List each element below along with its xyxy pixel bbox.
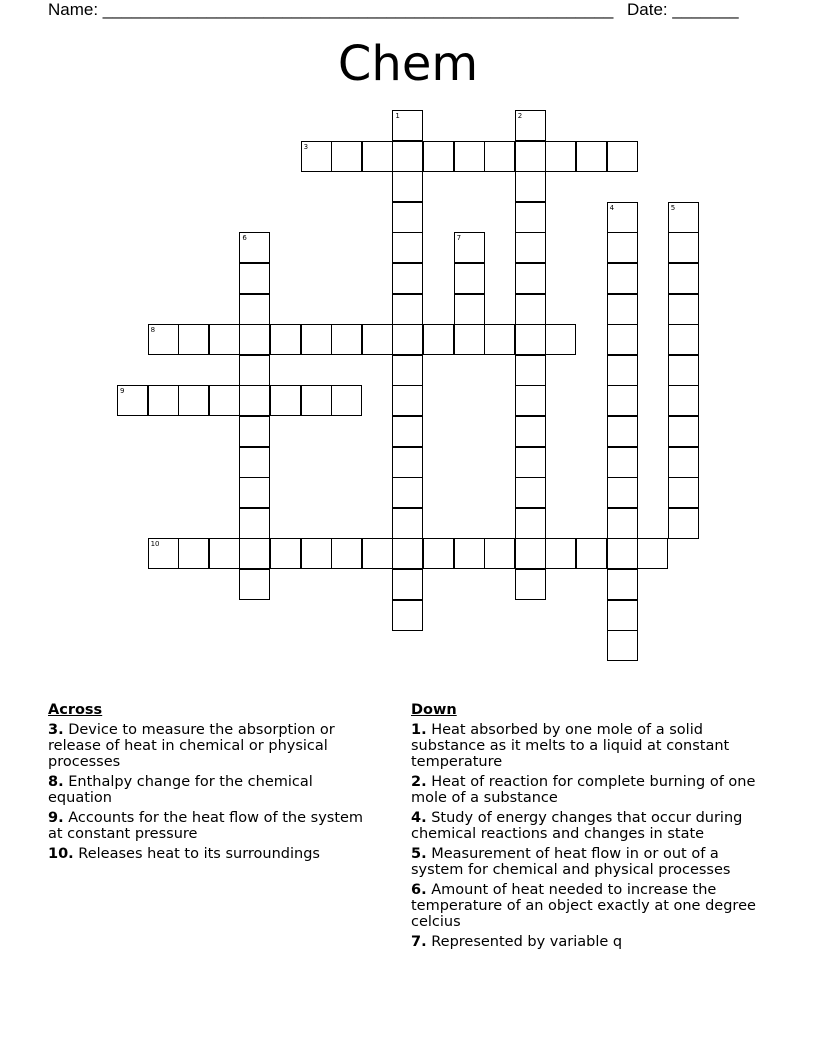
crossword-cell[interactable] bbox=[515, 508, 546, 539]
crossword-cell[interactable] bbox=[668, 477, 699, 508]
across-heading: Across bbox=[48, 702, 103, 718]
across-clues bbox=[48, 702, 378, 866]
crossword-cell[interactable] bbox=[209, 385, 240, 416]
crossword-cell[interactable] bbox=[668, 385, 699, 416]
crossword-cell[interactable] bbox=[545, 538, 576, 569]
crossword-cell[interactable] bbox=[668, 263, 699, 294]
crossword-cell[interactable] bbox=[239, 508, 270, 539]
crossword-cell[interactable] bbox=[239, 294, 270, 325]
down-clue bbox=[411, 722, 756, 770]
clue-text: Releases heat to its surroundings bbox=[73, 846, 320, 862]
crossword-cell[interactable] bbox=[239, 477, 270, 508]
crossword-cell[interactable] bbox=[668, 416, 699, 447]
crossword-cell[interactable] bbox=[301, 141, 332, 172]
down-clue bbox=[411, 846, 756, 878]
down-clue bbox=[411, 934, 756, 950]
clue-number: 7. bbox=[411, 934, 427, 950]
crossword-cell[interactable] bbox=[239, 355, 270, 386]
clue-number: 9. bbox=[48, 810, 64, 826]
crossword-cell[interactable] bbox=[270, 538, 301, 569]
clue-number: 5. bbox=[411, 846, 427, 862]
crossword-cell[interactable] bbox=[392, 477, 423, 508]
crossword-cell[interactable] bbox=[668, 355, 699, 386]
crossword-cell[interactable] bbox=[423, 538, 454, 569]
crossword-cell[interactable] bbox=[301, 385, 332, 416]
crossword-cell[interactable] bbox=[331, 538, 362, 569]
crossword-cell[interactable] bbox=[239, 447, 270, 478]
across-clue-list bbox=[48, 722, 378, 862]
crossword-cell[interactable] bbox=[515, 355, 546, 386]
crossword-cell[interactable] bbox=[607, 141, 638, 172]
clue-text: Device to measure the absorption or release of heat in chemical or physical processes bbox=[48, 722, 335, 770]
crossword-cell[interactable] bbox=[239, 385, 270, 416]
clue-text: Heat of reaction for complete burning of one mole of a substance bbox=[411, 774, 756, 806]
down-clues bbox=[411, 702, 756, 954]
crossword-cell[interactable] bbox=[301, 538, 332, 569]
crossword-cell[interactable] bbox=[515, 538, 546, 569]
across-clue bbox=[48, 722, 378, 770]
crossword-cell[interactable] bbox=[331, 141, 362, 172]
crossword-cell[interactable] bbox=[392, 385, 423, 416]
cell-number: 5 bbox=[670, 203, 676, 212]
crossword-cell[interactable] bbox=[607, 508, 638, 539]
crossword-cell[interactable] bbox=[148, 385, 179, 416]
crossword-cell[interactable] bbox=[239, 416, 270, 447]
cell-number: 3 bbox=[303, 142, 309, 151]
crossword-cell[interactable] bbox=[392, 416, 423, 447]
crossword-cell[interactable] bbox=[454, 538, 485, 569]
crossword-cell[interactable] bbox=[607, 324, 638, 355]
crossword-cell[interactable] bbox=[607, 232, 638, 263]
across-clue bbox=[48, 810, 378, 842]
clue-number: 2. bbox=[411, 774, 427, 790]
crossword-cell[interactable] bbox=[454, 294, 485, 325]
crossword-cell[interactable] bbox=[515, 416, 546, 447]
cell-number: 4 bbox=[609, 203, 615, 212]
down-clue bbox=[411, 882, 756, 930]
crossword-cell[interactable] bbox=[270, 324, 301, 355]
crossword-cell[interactable] bbox=[301, 324, 332, 355]
crossword-cell[interactable] bbox=[362, 141, 393, 172]
crossword-cell[interactable] bbox=[239, 232, 270, 263]
crossword-cell[interactable] bbox=[668, 447, 699, 478]
crossword-cell[interactable] bbox=[607, 600, 638, 631]
cell-number: 6 bbox=[242, 234, 247, 243]
crossword-cell[interactable] bbox=[515, 324, 546, 355]
crossword-cell[interactable] bbox=[515, 202, 546, 233]
crossword-cell[interactable] bbox=[515, 294, 546, 325]
cell-number: 7 bbox=[456, 234, 462, 243]
crossword-cell[interactable] bbox=[607, 416, 638, 447]
crossword-cell[interactable] bbox=[668, 202, 699, 233]
crossword-cell[interactable] bbox=[454, 324, 485, 355]
across-clue bbox=[48, 774, 378, 806]
crossword-cell[interactable] bbox=[392, 538, 423, 569]
crossword-cell[interactable] bbox=[484, 141, 515, 172]
crossword-cell[interactable] bbox=[515, 569, 546, 600]
crossword-cell[interactable] bbox=[515, 477, 546, 508]
crossword-cell[interactable] bbox=[423, 141, 454, 172]
crossword-cell[interactable] bbox=[607, 294, 638, 325]
crossword-cell[interactable] bbox=[148, 538, 179, 569]
crossword-cell[interactable] bbox=[607, 630, 638, 661]
crossword-cell[interactable] bbox=[484, 324, 515, 355]
cell-number: 2 bbox=[517, 112, 523, 120]
crossword-cell[interactable] bbox=[607, 355, 638, 386]
clue-text: Measurement of heat flow in or out of a system for chemical and physical processes bbox=[411, 846, 731, 878]
crossword-cell[interactable] bbox=[607, 569, 638, 600]
crossword-cell[interactable] bbox=[209, 324, 240, 355]
clue-number: 8. bbox=[48, 774, 64, 790]
crossword-cell[interactable] bbox=[515, 141, 546, 172]
crossword-cell[interactable] bbox=[117, 385, 148, 416]
clue-text: Study of energy changes that occur during chemical reactions and changes in state bbox=[411, 810, 743, 842]
crossword-cell[interactable] bbox=[515, 263, 546, 294]
crossword-cell[interactable] bbox=[515, 385, 546, 416]
crossword-cell[interactable] bbox=[545, 141, 576, 172]
clue-text: Amount of heat needed to increase the temperature of an object exactly at one degree celcius bbox=[411, 882, 756, 930]
crossword-cell[interactable] bbox=[515, 171, 546, 202]
crossword-cell[interactable] bbox=[607, 202, 638, 233]
crossword-cell[interactable] bbox=[392, 324, 423, 355]
crossword-cell[interactable] bbox=[178, 385, 209, 416]
crossword-cell[interactable] bbox=[239, 324, 270, 355]
date-line: Date: _______ bbox=[627, 0, 739, 19]
name-line: Name: ______________________________________________________ bbox=[48, 0, 614, 19]
crossword-cell[interactable] bbox=[239, 263, 270, 294]
crossword-cell[interactable] bbox=[331, 385, 362, 416]
crossword-cell[interactable] bbox=[392, 294, 423, 325]
crossword-cell[interactable] bbox=[515, 447, 546, 478]
crossword-cell[interactable] bbox=[148, 324, 179, 355]
crossword-cell[interactable] bbox=[392, 569, 423, 600]
cell-number: 8 bbox=[150, 326, 156, 335]
crossword-cell[interactable] bbox=[239, 538, 270, 569]
crossword-cell[interactable] bbox=[362, 538, 393, 569]
crossword-cell[interactable] bbox=[668, 324, 699, 355]
crossword-cell[interactable] bbox=[545, 324, 576, 355]
crossword-cell[interactable] bbox=[392, 171, 423, 202]
crossword-cell[interactable] bbox=[607, 447, 638, 478]
crossword-cell[interactable] bbox=[331, 324, 362, 355]
crossword-cell[interactable] bbox=[209, 538, 240, 569]
crossword-cell[interactable] bbox=[576, 538, 607, 569]
crossword-cell[interactable] bbox=[392, 110, 423, 141]
clue-number: 10. bbox=[48, 846, 74, 862]
clue-number: 6. bbox=[411, 882, 427, 898]
crossword-cell[interactable] bbox=[668, 232, 699, 263]
crossword-cell[interactable] bbox=[178, 538, 209, 569]
down-heading: Down bbox=[411, 702, 457, 718]
down-clue bbox=[411, 810, 756, 842]
crossword-cell[interactable] bbox=[607, 385, 638, 416]
cell-number: 9 bbox=[120, 387, 125, 396]
crossword-cell[interactable] bbox=[515, 232, 546, 263]
crossword-cell[interactable] bbox=[454, 263, 485, 294]
crossword-cell[interactable] bbox=[239, 569, 270, 600]
crossword-cell[interactable] bbox=[637, 538, 668, 569]
crossword-cell[interactable] bbox=[362, 324, 393, 355]
crossword-cell[interactable] bbox=[607, 263, 638, 294]
crossword-cell[interactable] bbox=[454, 141, 485, 172]
clue-number: 4. bbox=[411, 810, 427, 826]
crossword-cell[interactable] bbox=[454, 232, 485, 263]
crossword-cell[interactable] bbox=[392, 263, 423, 294]
crossword-cell[interactable] bbox=[607, 477, 638, 508]
crossword-cell[interactable] bbox=[484, 538, 515, 569]
crossword-cell[interactable] bbox=[392, 600, 423, 631]
crossword-cell[interactable] bbox=[392, 508, 423, 539]
crossword-cell[interactable] bbox=[270, 385, 301, 416]
crossword-cell[interactable] bbox=[423, 324, 454, 355]
across-clue bbox=[48, 846, 378, 862]
clue-number: 1. bbox=[411, 722, 427, 738]
clue-text: Enthalpy change for the chemical equation bbox=[48, 774, 313, 806]
crossword-cell[interactable] bbox=[515, 110, 546, 141]
crossword-cell[interactable] bbox=[392, 141, 423, 172]
crossword-cell[interactable] bbox=[392, 355, 423, 386]
down-clue bbox=[411, 774, 756, 806]
crossword-cell[interactable] bbox=[607, 538, 638, 569]
crossword-cell[interactable] bbox=[668, 294, 699, 325]
down-clue-list bbox=[411, 722, 756, 950]
puzzle-title: Chem bbox=[337, 36, 479, 92]
clue-number: 3. bbox=[48, 722, 64, 738]
cell-number: 10 bbox=[150, 540, 160, 549]
crossword-cell[interactable] bbox=[178, 324, 209, 355]
crossword-cell[interactable] bbox=[576, 141, 607, 172]
crossword-cell[interactable] bbox=[668, 508, 699, 539]
crossword-cell[interactable] bbox=[392, 202, 423, 233]
cell-number: 1 bbox=[395, 112, 400, 120]
crossword-cell[interactable] bbox=[392, 232, 423, 263]
clue-text: Heat absorbed by one mole of a solid substance as it melts to a liquid at constant temperature bbox=[411, 722, 730, 770]
clue-text: Represented by variable q bbox=[426, 934, 623, 950]
crossword-cell[interactable] bbox=[392, 447, 423, 478]
clue-text: Accounts for the heat flow of the system at constant pressure bbox=[48, 810, 364, 842]
